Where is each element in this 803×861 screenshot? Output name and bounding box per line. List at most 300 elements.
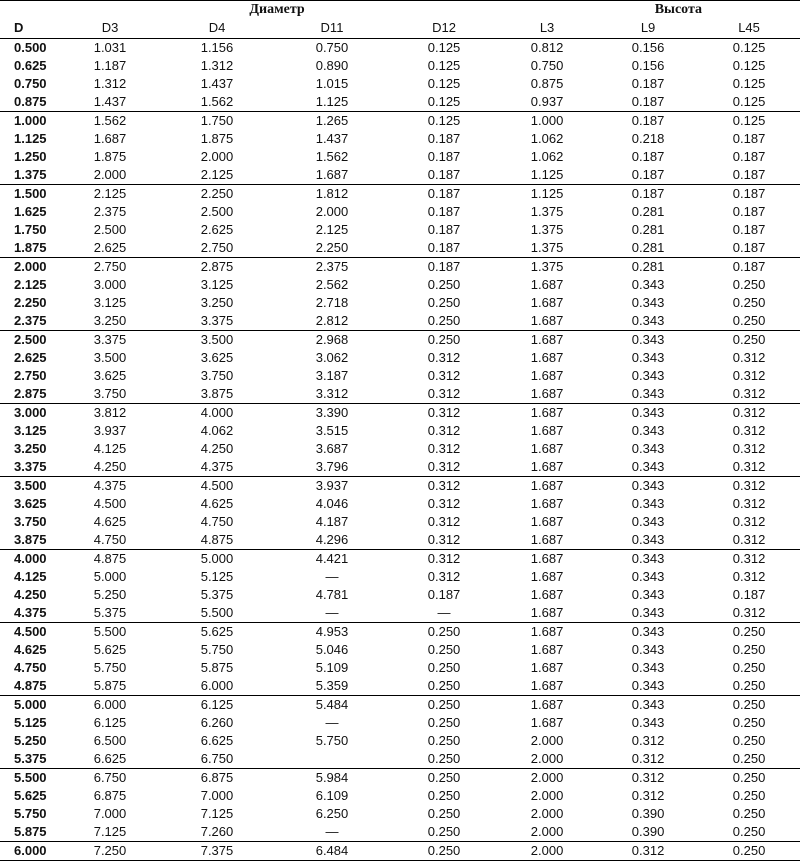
table-row	[0, 312, 800, 331]
cell-l9: 0.312	[631, 843, 665, 858]
cell-l45: 0.312	[732, 386, 766, 401]
cell-d12: 0.250	[427, 788, 461, 803]
cell-l45: 0.187	[732, 240, 766, 255]
cell-d12: 0.187	[427, 131, 461, 146]
cell-d4: 3.875	[200, 386, 234, 401]
cell-l45: 0.187	[732, 167, 766, 182]
cell-d4: 2.625	[200, 222, 234, 237]
cell-d12: —	[437, 605, 451, 620]
cell-d: 1.875	[14, 240, 47, 255]
cell-d4: 4.625	[200, 496, 234, 511]
cell-d11	[272, 750, 392, 769]
table-row	[0, 93, 800, 112]
cell-l45: 0.250	[732, 770, 766, 785]
cell-d3: 2.625	[93, 240, 127, 255]
cell-l9: 0.343	[631, 642, 665, 657]
cell-l3: 1.687	[530, 277, 564, 292]
cell-d4: 7.125	[200, 806, 234, 821]
cell-d12: 0.187	[427, 204, 461, 219]
cell-d3: 4.250	[93, 459, 127, 474]
table-row	[0, 331, 800, 350]
column-header-l45: L45	[738, 20, 760, 35]
cell-l45: 0.187	[732, 149, 766, 164]
cell-l45: 0.125	[732, 58, 766, 73]
cell-l3: 1.375	[530, 204, 564, 219]
cell-l3: 0.750	[530, 58, 564, 73]
cell-l45: 0.250	[732, 295, 766, 310]
cell-d12: 0.312	[427, 514, 461, 529]
cell-l9: 0.343	[631, 660, 665, 675]
cell-l3: 2.000	[530, 806, 564, 821]
cell-d4: 4.062	[200, 423, 234, 438]
cell-l9: 0.343	[631, 478, 665, 493]
cell-d12: 0.312	[427, 386, 461, 401]
cell-d11: 4.421	[315, 551, 349, 566]
cell-d3: 5.750	[93, 660, 127, 675]
table-row	[0, 239, 800, 258]
cell-l9: 0.343	[631, 332, 665, 347]
cell-d4: 7.000	[200, 788, 234, 803]
column-header-d4: D4	[208, 20, 226, 35]
cell-l45: 0.187	[732, 587, 766, 602]
cell-d3: 5.000	[93, 569, 127, 584]
cell-d3: 3.125	[93, 295, 127, 310]
cell-d11: 1.687	[315, 167, 349, 182]
cell-l45: 0.250	[732, 660, 766, 675]
cell-l3: 1.687	[530, 660, 564, 675]
column-header-d11: D11	[320, 20, 344, 35]
cell-d11: 5.359	[315, 678, 349, 693]
cell-l45: 0.312	[732, 605, 766, 620]
table-row	[0, 659, 800, 677]
cell-l3: 1.687	[530, 332, 564, 347]
cell-l9: 0.281	[631, 222, 665, 237]
cell-d3: 3.937	[93, 423, 127, 438]
cell-l45: 0.250	[732, 806, 766, 821]
cell-d12: 0.187	[427, 167, 461, 182]
cell-d: 5.250	[14, 733, 47, 748]
cell-d11: 4.046	[315, 496, 349, 511]
cell-d: 5.625	[14, 788, 47, 803]
table-row	[0, 732, 800, 750]
cell-l3: 1.687	[530, 715, 564, 730]
cell-d4: 2.875	[200, 259, 234, 274]
cell-d3: 4.125	[93, 441, 127, 456]
cell-l45: 0.250	[732, 678, 766, 693]
cell-d: 5.750	[14, 806, 47, 821]
cell-l9: 0.343	[631, 350, 665, 365]
cell-d: 4.750	[14, 660, 47, 675]
cell-d4: 2.750	[200, 240, 234, 255]
cell-l9: 0.343	[631, 678, 665, 693]
cell-l45: 0.125	[732, 76, 766, 91]
cell-d11: 5.109	[315, 660, 349, 675]
cell-l45: 0.250	[732, 642, 766, 657]
cell-d: 2.375	[14, 313, 47, 328]
cell-l45: 0.250	[732, 824, 766, 839]
cell-l45: 0.312	[732, 496, 766, 511]
table-row	[0, 112, 800, 131]
cell-d12: 0.125	[427, 76, 461, 91]
cell-l45: 0.312	[732, 514, 766, 529]
cell-d4: 1.750	[200, 113, 234, 128]
cell-d12: 0.187	[427, 186, 461, 201]
cell-d: 1.000	[14, 113, 47, 128]
cell-l9: 0.343	[631, 514, 665, 529]
cell-d4: 4.375	[200, 459, 234, 474]
cell-d: 3.625	[14, 496, 47, 511]
cell-d3: 6.500	[93, 733, 127, 748]
table-header	[0, 1, 800, 39]
cell-l9: 0.343	[631, 551, 665, 566]
cell-d12: 0.312	[427, 532, 461, 547]
cell-d: 3.000	[14, 405, 47, 420]
cell-l45: 0.250	[732, 733, 766, 748]
cell-l3: 2.000	[530, 788, 564, 803]
cell-l3: 1.687	[530, 569, 564, 584]
cell-l9: 0.218	[631, 131, 665, 146]
cell-d4: 3.500	[200, 332, 234, 347]
cell-d12: 0.250	[427, 678, 461, 693]
table-row	[0, 805, 800, 823]
cell-d11: 4.296	[315, 532, 349, 547]
cell-d3: 1.875	[93, 149, 127, 164]
table-row	[0, 203, 800, 221]
cell-d4: 6.125	[200, 697, 234, 712]
cell-l45: 0.250	[732, 788, 766, 803]
cell-l3: 0.875	[530, 76, 564, 91]
cell-d: 4.000	[14, 551, 47, 566]
column-header-row	[0, 18, 800, 39]
cell-d12: 0.250	[427, 277, 461, 292]
table-row	[0, 586, 800, 604]
cell-d3: 4.625	[93, 514, 127, 529]
cell-d: 4.125	[14, 569, 47, 584]
table-row	[0, 422, 800, 440]
cell-d11: 0.750	[315, 40, 349, 55]
table-row	[0, 385, 800, 404]
cell-d12: 0.312	[427, 441, 461, 456]
cell-d3: 3.750	[93, 386, 127, 401]
cell-d12: 0.250	[427, 806, 461, 821]
cell-d3: 1.187	[93, 58, 127, 73]
table-row	[0, 696, 800, 715]
table-row	[0, 458, 800, 477]
cell-d11: 6.250	[315, 806, 349, 821]
cell-d4: 1.875	[200, 131, 234, 146]
cell-l45: 0.250	[732, 277, 766, 292]
cell-l9: 0.187	[631, 167, 665, 182]
cell-l9: 0.343	[631, 368, 665, 383]
cell-l3: 1.687	[530, 368, 564, 383]
column-header-l9: L9	[640, 20, 656, 35]
cell-l3: 0.812	[530, 40, 564, 55]
cell-d3: 4.375	[93, 478, 127, 493]
group-header-height: Высота	[654, 2, 703, 17]
cell-l3: 1.375	[530, 222, 564, 237]
cell-d11: 2.250	[315, 240, 349, 255]
cell-l9: 0.343	[631, 697, 665, 712]
cell-d11: 3.062	[315, 350, 349, 365]
cell-l3: 2.000	[530, 770, 564, 785]
cell-l3: 1.687	[530, 514, 564, 529]
cell-d11: 2.562	[315, 277, 349, 292]
cell-d: 3.375	[14, 459, 47, 474]
cell-d4: 2.000	[200, 149, 234, 164]
cell-d4: 1.312	[200, 58, 234, 73]
cell-d12: 0.312	[427, 423, 461, 438]
cell-d11: 3.187	[315, 368, 349, 383]
cell-d: 3.750	[14, 514, 47, 529]
cell-d: 2.875	[14, 386, 47, 401]
cell-d4: 6.875	[200, 770, 234, 785]
cell-l3: 2.000	[530, 843, 564, 858]
cell-d11: 5.984	[315, 770, 349, 785]
table-row	[0, 568, 800, 586]
cell-d3: 2.500	[93, 222, 127, 237]
cell-d4: 6.750	[200, 751, 234, 766]
cell-d: 3.125	[14, 423, 47, 438]
cell-d12: 0.250	[427, 295, 461, 310]
table-row	[0, 349, 800, 367]
cell-d: 1.500	[14, 186, 47, 201]
cell-d3: 4.500	[93, 496, 127, 511]
cell-d11: —	[325, 824, 339, 839]
cell-d: 4.250	[14, 587, 47, 602]
cell-l45: 0.187	[732, 204, 766, 219]
cell-d4: 6.000	[200, 678, 234, 693]
cell-d: 1.250	[14, 149, 47, 164]
cell-d: 3.500	[14, 478, 47, 493]
cell-d12: 0.250	[427, 751, 461, 766]
cell-d11: 5.046	[315, 642, 349, 657]
cell-d11: 3.515	[315, 423, 349, 438]
cell-l3: 1.687	[530, 642, 564, 657]
cell-l9: 0.312	[631, 788, 665, 803]
cell-d3: 1.031	[93, 40, 127, 55]
cell-d3: 5.500	[93, 624, 127, 639]
cell-l9: 0.281	[631, 204, 665, 219]
cell-d11: 1.265	[315, 113, 349, 128]
cell-d11: 6.484	[315, 843, 349, 858]
cell-d12: 0.250	[427, 332, 461, 347]
cell-l3: 1.125	[530, 167, 564, 182]
cell-d: 5.000	[14, 697, 47, 712]
cell-l9: 0.343	[631, 313, 665, 328]
cell-d4: 5.625	[200, 624, 234, 639]
table-row	[0, 258, 800, 277]
table-row	[0, 550, 800, 569]
cell-d11: 3.390	[315, 405, 349, 420]
cell-d11: 5.750	[315, 733, 349, 748]
cell-l45: 0.250	[732, 697, 766, 712]
cell-d11: —	[325, 569, 339, 584]
cell-d: 4.875	[14, 678, 47, 693]
cell-l45: 0.125	[732, 94, 766, 109]
cell-d: 5.875	[14, 824, 47, 839]
cell-l9: 0.187	[631, 186, 665, 201]
cell-d11: 2.125	[315, 222, 349, 237]
table-row	[0, 404, 800, 423]
cell-l9: 0.312	[631, 770, 665, 785]
cell-d11: 6.109	[315, 788, 349, 803]
cell-d: 3.250	[14, 441, 47, 456]
cell-l9: 0.343	[631, 569, 665, 584]
cell-l45: 0.312	[732, 478, 766, 493]
cell-d4: 2.500	[200, 204, 234, 219]
cell-d3: 6.125	[93, 715, 127, 730]
cell-d11: 3.687	[315, 441, 349, 456]
cell-l3: 1.687	[530, 441, 564, 456]
cell-d4: 3.625	[200, 350, 234, 365]
cell-d11: 3.937	[315, 478, 349, 493]
cell-l9: 0.187	[631, 113, 665, 128]
cell-l45: 0.187	[732, 131, 766, 146]
cell-l3: 1.375	[530, 259, 564, 274]
table-row	[0, 440, 800, 458]
cell-d12: 0.250	[427, 697, 461, 712]
cell-d4: 1.562	[200, 94, 234, 109]
cell-d11: 2.968	[315, 332, 349, 347]
cell-d: 2.625	[14, 350, 47, 365]
cell-d12: 0.312	[427, 569, 461, 584]
cell-d4: 5.875	[200, 660, 234, 675]
cell-d11: 4.953	[315, 624, 349, 639]
cell-l3: 1.687	[530, 624, 564, 639]
cell-d4: 3.750	[200, 368, 234, 383]
cell-d: 4.625	[14, 642, 47, 657]
cell-d11: 1.562	[315, 149, 349, 164]
cell-d11: —	[325, 715, 339, 730]
table-row	[0, 513, 800, 531]
cell-d4: 5.375	[200, 587, 234, 602]
cell-d12: 0.187	[427, 149, 461, 164]
cell-l9: 0.343	[631, 405, 665, 420]
cell-l45: 0.250	[732, 313, 766, 328]
table-row	[0, 641, 800, 659]
cell-d3: 7.250	[93, 843, 127, 858]
cell-d3: 1.437	[93, 94, 127, 109]
cell-l9: 0.343	[631, 532, 665, 547]
table-row	[0, 823, 800, 842]
cell-d: 1.625	[14, 204, 47, 219]
cell-d11: 2.812	[315, 313, 349, 328]
table-row	[0, 677, 800, 696]
group-header-diameter: Диаметр	[249, 2, 305, 17]
cell-l9: 0.343	[631, 277, 665, 292]
cell-d4: 1.156	[200, 40, 234, 55]
table-row	[0, 276, 800, 294]
table-row	[0, 75, 800, 93]
cell-d11: 4.187	[315, 514, 349, 529]
column-header-d3: D3	[101, 20, 119, 35]
cell-d3: 3.625	[93, 368, 127, 383]
cell-l3: 1.687	[530, 350, 564, 365]
cell-d4: 7.260	[200, 824, 234, 839]
cell-d: 1.750	[14, 222, 47, 237]
cell-d12: 0.250	[427, 824, 461, 839]
cell-d12: 0.250	[427, 660, 461, 675]
table-row	[0, 769, 800, 788]
column-header-d12: D12	[432, 20, 456, 35]
cell-d3: 1.687	[93, 131, 127, 146]
cell-l9: 0.343	[631, 441, 665, 456]
cell-d12: 0.125	[427, 40, 461, 55]
column-header-l3: L3	[539, 20, 555, 35]
cell-l9: 0.343	[631, 496, 665, 511]
column-header-d: D	[14, 20, 24, 35]
cell-l45: 0.250	[732, 332, 766, 347]
cell-d3: 4.875	[93, 551, 127, 566]
cell-d11: 2.718	[315, 295, 349, 310]
cell-l9: 0.343	[631, 605, 665, 620]
cell-d11: —	[325, 605, 339, 620]
cell-l3: 1.687	[530, 697, 564, 712]
cell-d: 5.375	[14, 751, 47, 766]
cell-d12: 0.125	[427, 94, 461, 109]
cell-l9: 0.343	[631, 423, 665, 438]
cell-d: 0.625	[14, 58, 47, 73]
cell-l45: 0.312	[732, 441, 766, 456]
cell-l3: 1.687	[530, 478, 564, 493]
cell-d3: 6.000	[93, 697, 127, 712]
cell-l3: 2.000	[530, 733, 564, 748]
cell-d4: 4.875	[200, 532, 234, 547]
cell-d11: 3.796	[315, 459, 349, 474]
cell-l3: 1.000	[530, 113, 564, 128]
cell-d: 2.250	[14, 295, 47, 310]
table-row	[0, 294, 800, 312]
table-row	[0, 787, 800, 805]
cell-d3: 2.000	[93, 167, 127, 182]
cell-d11: 5.484	[315, 697, 349, 712]
cell-d3: 5.250	[93, 587, 127, 602]
cell-d12: 0.312	[427, 551, 461, 566]
cell-d11: 1.125	[315, 94, 349, 109]
cell-d11: 1.015	[315, 76, 349, 91]
cell-d: 4.375	[14, 605, 47, 620]
table-row	[0, 623, 800, 642]
cell-l9: 0.281	[631, 259, 665, 274]
cell-d: 5.125	[14, 715, 47, 730]
table-row	[0, 604, 800, 623]
cell-d4: 4.250	[200, 441, 234, 456]
cell-l3: 1.687	[530, 532, 564, 547]
cell-d3: 3.375	[93, 332, 127, 347]
cell-l45: 0.312	[732, 459, 766, 474]
group-header-spacer	[0, 1, 58, 19]
cell-d3: 3.812	[93, 405, 127, 420]
cell-d: 0.750	[14, 76, 47, 91]
cell-l9: 0.312	[631, 733, 665, 748]
cell-d12: 0.250	[427, 843, 461, 858]
cell-l9: 0.343	[631, 295, 665, 310]
cell-l3: 1.687	[530, 605, 564, 620]
table-row	[0, 130, 800, 148]
cell-d12: 0.250	[427, 642, 461, 657]
cell-d3: 1.312	[93, 76, 127, 91]
cell-l45: 0.312	[732, 532, 766, 547]
cell-d12: 0.125	[427, 113, 461, 128]
cell-d: 4.500	[14, 624, 47, 639]
table-row	[0, 367, 800, 385]
cell-l9: 0.156	[631, 40, 665, 55]
cell-l45: 0.312	[732, 350, 766, 365]
cell-d4: 3.250	[200, 295, 234, 310]
cell-d3: 6.625	[93, 751, 127, 766]
cell-l45: 0.250	[732, 751, 766, 766]
cell-d12: 0.312	[427, 350, 461, 365]
